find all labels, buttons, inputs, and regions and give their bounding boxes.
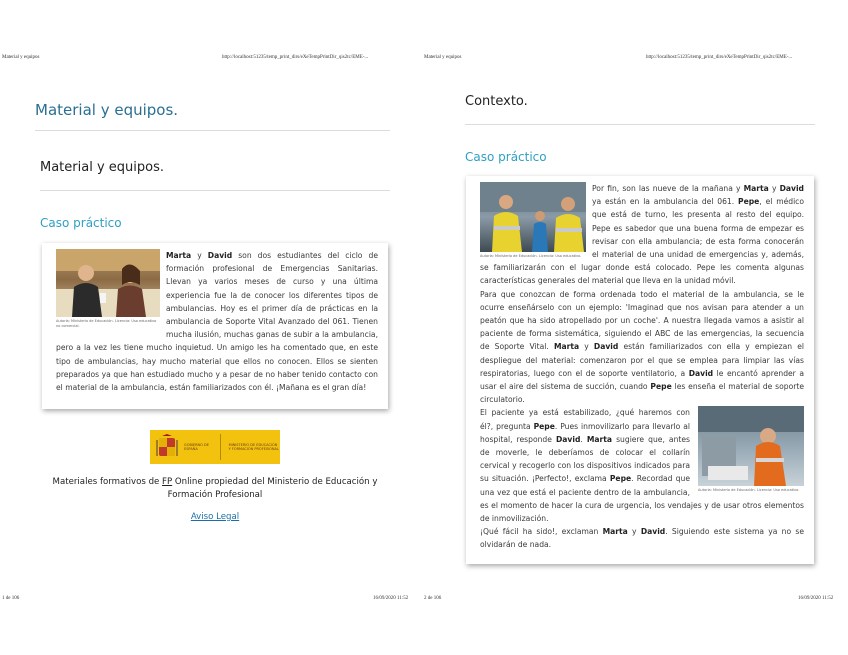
case-card (42, 243, 388, 409)
section-title: Material y equipos. (40, 160, 164, 175)
logo-divider (220, 434, 221, 460)
context-paragraph-1: Por fin, son las nueve de la mañana y Marta y David ya están en la ambulancia del 061. Pepe, el médico que está de turno, les presenta al resto del equipo. Pepe es sabedor que una buena forma de empezar es revisar con ella ambulancia; de esta forma conocerán el material de una unidad de emergencias y, además, se familiarizarán con el lugar donde está colocado. Pepe les comenta algunas características generales del material que lleva en la unidad móvil. (480, 184, 805, 286)
image-caption: Autoría: Ministerio de Educación. Licencia: Uso educativo. (480, 254, 582, 258)
students-photo (56, 249, 160, 317)
ambulance-interior-photo (698, 406, 804, 486)
context-paragraph-2: Para que conozcan de forma ordenada todo el material de la ambulancia, se le ocurre enseñárselo con un ejemplo: 'Imaginad que nos avisan para atender a un peatón que ha sido atropellado por un coche'. A nuestra llegada vamos a asistir al paciente de forma sistemática, siguiendo el ABC de las emergencias, la secuencia de Soporte Vital. Marta y David están familiarizados con ella y empiezan el despliegue del material: comenzaron por el que se emplea para limpiar las vías respiratorias, luego con el de soporte ventilatorio, a David le encantó aprender a usar el aire del sistema de succión, cuando Pepe les enseña el material de soporte circulatorio. (480, 289, 805, 405)
logo-government-text: GOBIERNO DE ESPAÑA (184, 442, 209, 451)
section-title: Contexto. (465, 94, 528, 109)
print-header-url-right: http://localhost:51235/temp_print_dirs/eXeTempPrintDir_qis2tc/EME-... (646, 55, 793, 60)
case-figure (480, 182, 586, 259)
footer-ownership-text: Materiales formativos de FP Online propiedad del Ministerio de Educación y Formación Profesional (52, 477, 378, 500)
paramedics-photo (480, 182, 586, 252)
ministry-logo (150, 430, 280, 464)
legal-notice-link[interactable]: Aviso Legal (190, 512, 240, 522)
case-figure (56, 249, 160, 329)
print-footer-datetime-right: 16/09/2020 11:52 (798, 596, 834, 601)
image-caption: Autoría: Ministerio de Educación. Licencia: Uso educativo no comercial. (56, 319, 157, 328)
print-header-title-left: Material y equipos (2, 55, 40, 60)
print-header-title-right: Material y equipos (424, 55, 462, 60)
case-title: Caso práctico (465, 150, 547, 164)
case-title: Caso práctico (40, 216, 122, 230)
divider (35, 130, 390, 131)
divider (40, 190, 390, 191)
print-footer-datetime-left: 16/09/2020 11:52 (373, 596, 409, 601)
context-card (466, 176, 814, 564)
coat-of-arms-icon (154, 434, 180, 460)
context-paragraph-3: El paciente ya está estabilizado, ¿qué haremos con él?, pregunta Pepe. Pues inmovilizarlo para llevarlo al hospital, responde David. Marta sugiere que, antes de moverle, le deberíamos de colocar el collarín cervical y recogerlo con los dispositivos indicados para su situación. ¡Perfecto!, exclama Pepe. Recordad que una vez que está el paciente dentro de la ambulancia, es el momento de hacer la cura de urgencia, los vendajes y de usar otros elementos de inmovilización. (480, 408, 804, 524)
print-footer-page-right: 2 de 106 (424, 596, 442, 601)
print-header-url-left: http://localhost:51235/temp_print_dirs/eXeTempPrintDir_qis2tc/EME-... (222, 55, 369, 60)
image-caption: Autoría: Ministerio de Educación. Licencia: Uso educativo. (698, 488, 800, 493)
case-figure (698, 406, 804, 493)
logo-ministry-text: MINISTERIO DE EDUCACIÓN Y FORMACIÓN PROFESIONAL (228, 442, 279, 451)
page-title: Material y equipos. (35, 101, 179, 119)
divider (465, 124, 815, 125)
print-footer-page-left: 1 de 106 (2, 596, 20, 601)
case-text: Marta y David son dos estudiantes del ciclo de formación profesional de Emergencias Sanitarias. Llevan ya varios meses de curso y una última experiencia fue la de conocer los diferentes tipos de ambulancias. Hoy es el primer día de prácticas en la ambulancia de Soporte Vital Avanzado del 061. Tienen mucha ilusión, muchas ganas de subir a la ambulancia, pero a la vez les tiene mucho inquietud. Un amigo les ha comentado que, en este tipo de ambulancias, hay mucho material que ellos no conocen. Ellos se sienten preparados ya que han estudiado mucho y a pesar de no haber tenido contacto con el material de la ambulancia, están familiarizados con él. ¡Mañana es el gran día! (56, 251, 378, 393)
context-paragraph-4: ¡Qué fácil ha sido!, exclaman Marta y David. Siguiendo este sistema ya no se olvidarán de nada. (480, 527, 804, 550)
